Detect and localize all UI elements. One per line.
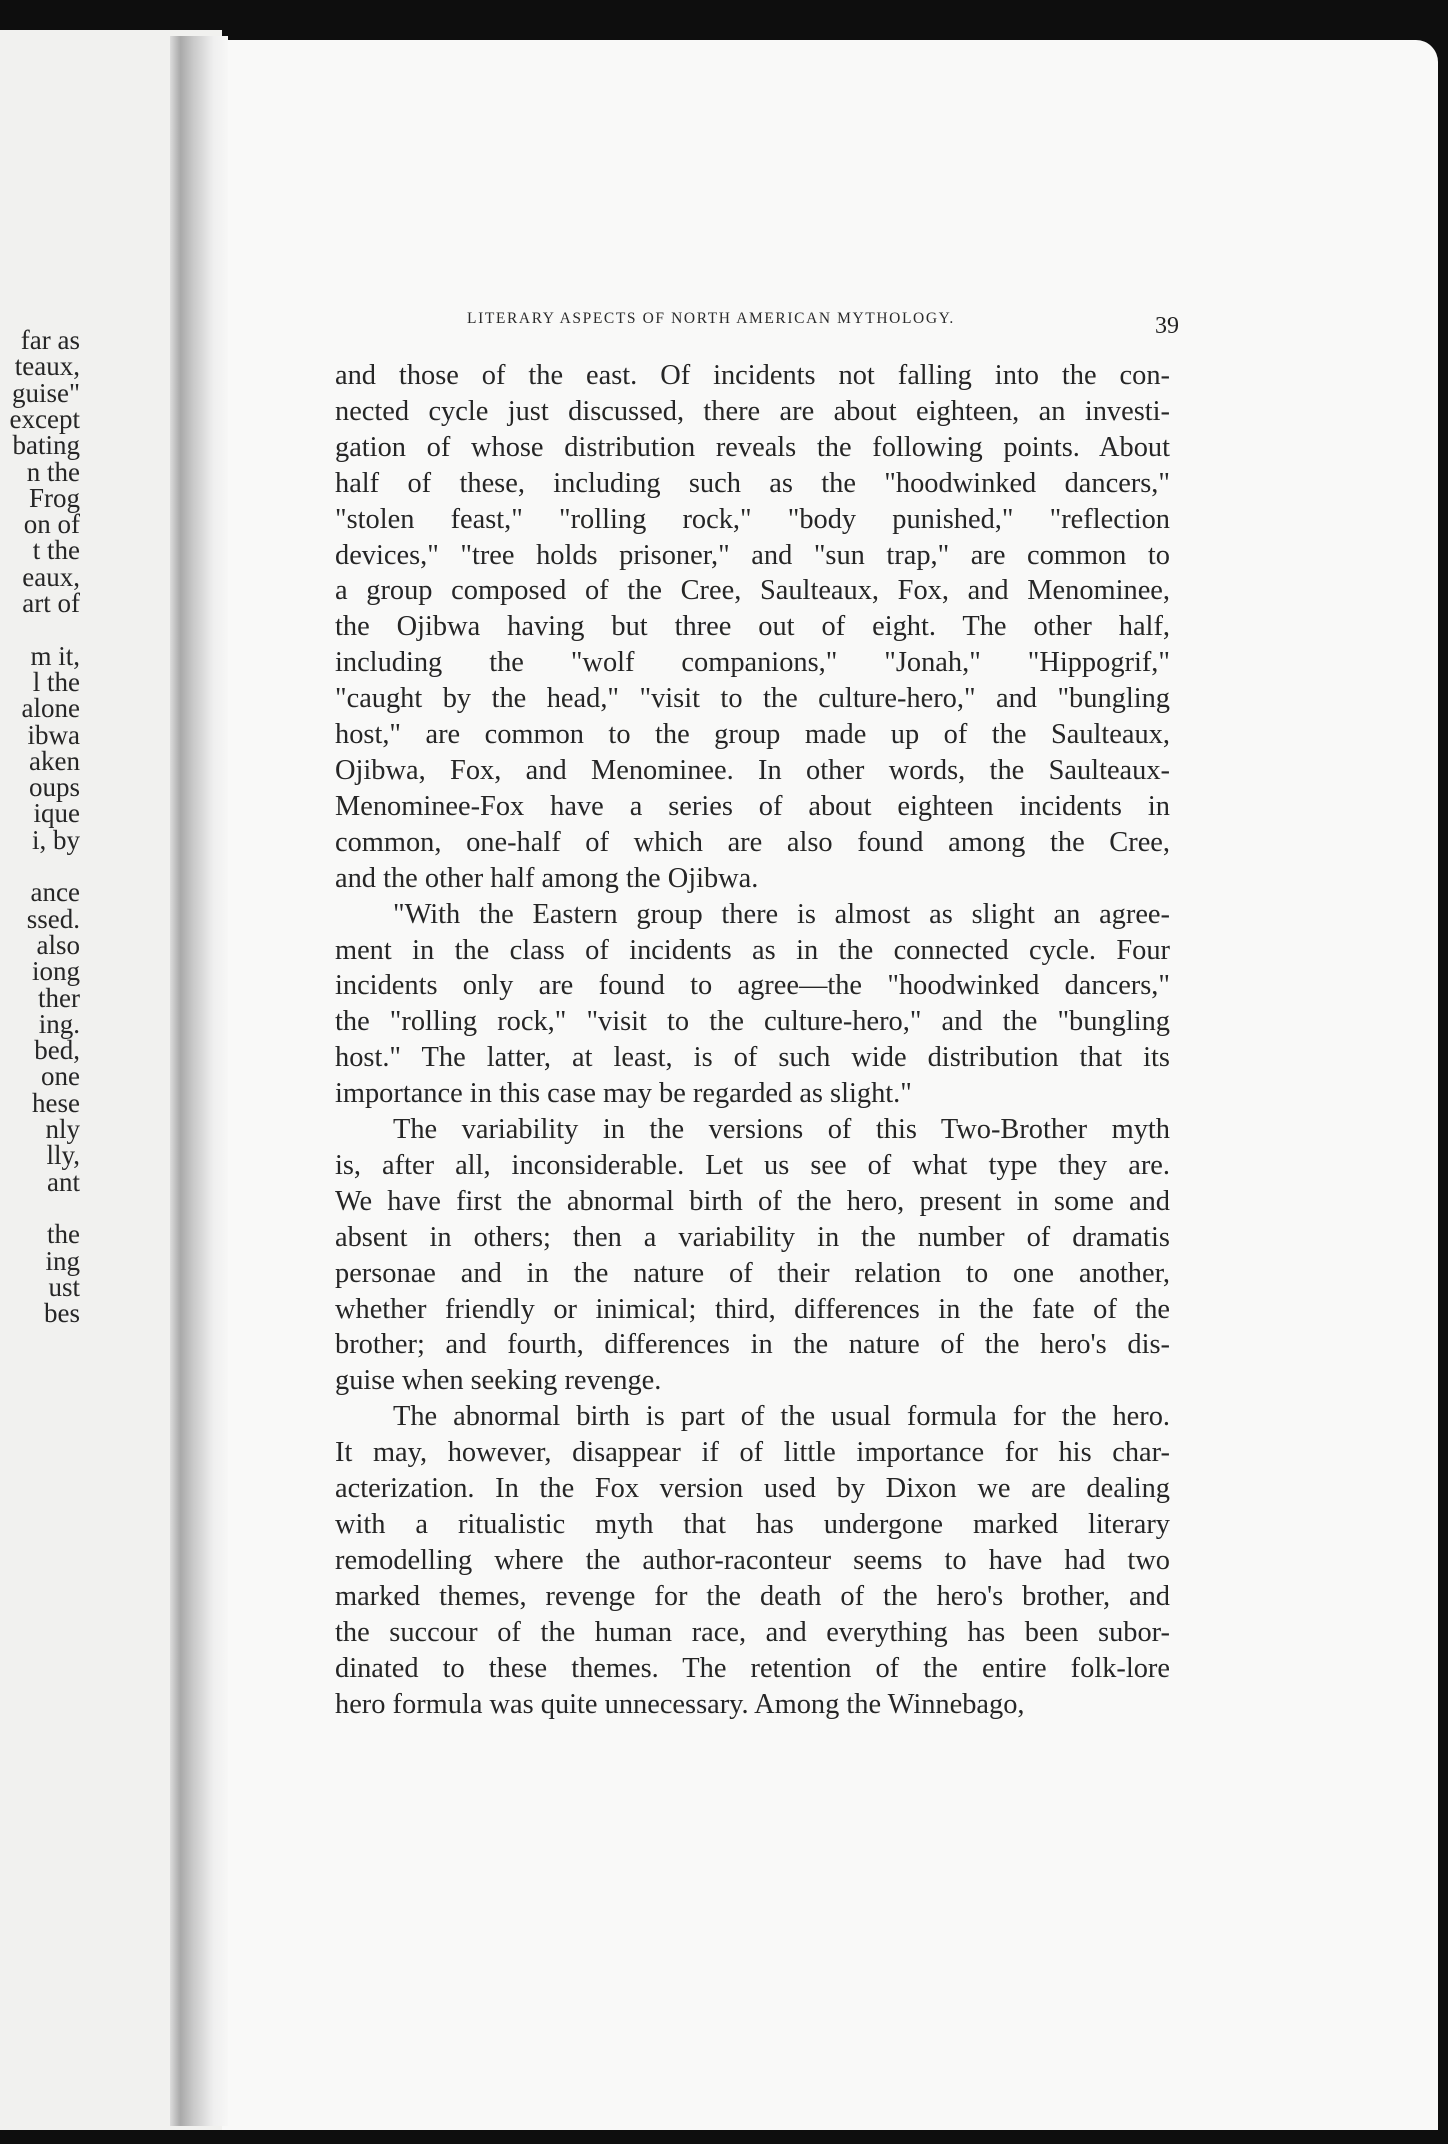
text-line: It may, however, disappear if of little importance for his char- bbox=[335, 1437, 1170, 1469]
facing-page-fragment: ant bbox=[47, 1166, 80, 1197]
text-line: half of these, including such as the "hoodwinked dancers," bbox=[335, 467, 1170, 499]
text-line: the "rolling rock," "visit to the culture-hero," and the "bungling bbox=[335, 1006, 1170, 1038]
facing-page-fragment: on of bbox=[23, 509, 80, 540]
facing-page-fragment: nly bbox=[45, 1114, 80, 1144]
text-line: "stolen feast," "rolling rock," "body punished," "reflection bbox=[335, 503, 1170, 535]
text-line: common, one-half of which are also found among the Cree, bbox=[335, 826, 1170, 858]
facing-page-fragment: m it, bbox=[30, 640, 80, 671]
facing-page-fragment: bes bbox=[44, 1298, 80, 1329]
facing-page-fragment: one bbox=[41, 1061, 80, 1092]
text-line: host." The latter, at least, is of such wide distribution that its bbox=[335, 1042, 1170, 1074]
facing-page-fragment: ique bbox=[33, 798, 80, 829]
facing-page-fragment: aken bbox=[29, 745, 80, 776]
facing-page-fragment: iong bbox=[31, 956, 80, 987]
facing-page-fragment: i, by bbox=[31, 824, 80, 855]
text-line: ment in the class of incidents as in the connected cycle. Four bbox=[335, 934, 1170, 966]
body-text bbox=[335, 358, 1170, 1722]
text-line: gation of whose distribution reveals the following points. About bbox=[335, 431, 1170, 463]
facing-page-fragment: far as bbox=[20, 325, 80, 355]
text-line: the succour of the human race, and everything has been subor- bbox=[335, 1616, 1170, 1648]
facing-page-fragment: t the bbox=[32, 535, 80, 566]
facing-page-fragment: art of bbox=[22, 588, 80, 618]
text-line: marked themes, revenge for the death of the hero's brother, and bbox=[335, 1580, 1170, 1612]
facing-page-fragment: ibwa bbox=[27, 719, 80, 750]
facing-page-fragment: the bbox=[47, 1219, 80, 1250]
text-line: absent in others; then a variability in the number of dramatis bbox=[335, 1221, 1170, 1253]
text-line: including the "wolf companions," "Jonah," "Hippogrif," bbox=[335, 647, 1170, 679]
facing-page-fragment: oups bbox=[28, 772, 80, 803]
facing-page-fragment: bed, bbox=[34, 1035, 80, 1066]
text-line: nected cycle just discussed, there are about eighteen, an investi- bbox=[335, 395, 1170, 427]
text-line: guise when seeking revenge. bbox=[335, 1365, 662, 1397]
text-line: remodelling where the author-raconteur seems to have had two bbox=[335, 1544, 1170, 1576]
facing-page-fragment: also bbox=[36, 929, 80, 960]
text-line: Ojibwa, Fox, and Menominee. In other words, the Saulteaux- bbox=[335, 754, 1170, 786]
facing-page-fragment: eaux, bbox=[22, 561, 80, 592]
facing-page-fragment: hese bbox=[32, 1087, 80, 1118]
facing-page-fragment: except bbox=[9, 403, 80, 434]
facing-page-fragment: Frog bbox=[28, 482, 80, 513]
facing-page-fragment: bating bbox=[12, 430, 80, 461]
text-line: host," are common to the group made up of the Saulteaux, bbox=[335, 719, 1170, 751]
facing-page-fragment: ther bbox=[38, 982, 80, 1013]
facing-page-fragment: l the bbox=[32, 666, 80, 697]
text-line: We have first the abnormal birth of the hero, present in some and bbox=[335, 1185, 1170, 1217]
facing-page-fragment: ance bbox=[30, 877, 80, 908]
text-line: dinated to these themes. The retention of the entire folk-lore bbox=[335, 1652, 1170, 1684]
text-line: The abnormal birth is part of the usual formula for the hero. bbox=[393, 1401, 1170, 1433]
text-line: personae and in the nature of their relation to one another, bbox=[335, 1257, 1170, 1289]
page-gutter-shadow bbox=[170, 36, 228, 2126]
text-line: "caught by the head," "visit to the culture-hero," and "bungling bbox=[335, 683, 1170, 715]
facing-page-fragment: n the bbox=[26, 456, 80, 487]
text-line: and those of the east. Of incidents not falling into the con- bbox=[335, 360, 1170, 391]
facing-page-fragment: guise" bbox=[11, 377, 80, 408]
facing-page-fragment: ing. bbox=[38, 1008, 80, 1039]
facing-page-fragment: alone bbox=[21, 693, 80, 724]
text-line: and the other half among the Ojibwa. bbox=[335, 862, 759, 894]
text-line: "With the Eastern group there is almost as slight an agree- bbox=[393, 898, 1170, 930]
text-line: brother; and fourth, differences in the nature of the hero's dis- bbox=[335, 1329, 1170, 1361]
text-line: a group composed of the Cree, Saulteaux, Fox, and Menominee, bbox=[335, 575, 1170, 607]
facing-page-fragment: teaux, bbox=[14, 351, 80, 382]
text-line: Menominee-Fox have a series of about eighteen incidents in bbox=[335, 790, 1170, 822]
text-line: acterization. In the Fox version used by Dixon we are dealing bbox=[335, 1473, 1170, 1505]
text-line: is, after all, inconsiderable. Let us see of what type they are. bbox=[335, 1149, 1170, 1181]
running-head-title: LITERARY ASPECTS OF NORTH AMERICAN MYTHOLOGY. bbox=[467, 310, 955, 327]
facing-page-fragment: ssed. bbox=[26, 903, 80, 934]
page-number: 39 bbox=[1155, 313, 1179, 339]
text-line: whether friendly or inimical; third, differences in the fate of the bbox=[335, 1293, 1170, 1325]
text-line: hero formula was quite unnecessary. Among the Winnebago, bbox=[335, 1688, 1025, 1720]
facing-page-fragment: lly, bbox=[46, 1140, 80, 1171]
facing-page-fragment: ing bbox=[45, 1245, 80, 1276]
text-line: importance in this case may be regarded as slight." bbox=[335, 1078, 912, 1110]
text-line: The variability in the versions of this Two-Brother myth bbox=[393, 1114, 1170, 1146]
text-line: devices," "tree holds prisoner," and "sun trap," are common to bbox=[335, 539, 1170, 571]
text-line: with a ritualistic myth that has undergone marked literary bbox=[335, 1509, 1170, 1540]
text-line: the Ojibwa having but three out of eight. The other half, bbox=[335, 611, 1170, 643]
text-line: incidents only are found to agree—the "hoodwinked dancers," bbox=[335, 970, 1170, 1002]
facing-page-fragment: ust bbox=[48, 1271, 80, 1302]
